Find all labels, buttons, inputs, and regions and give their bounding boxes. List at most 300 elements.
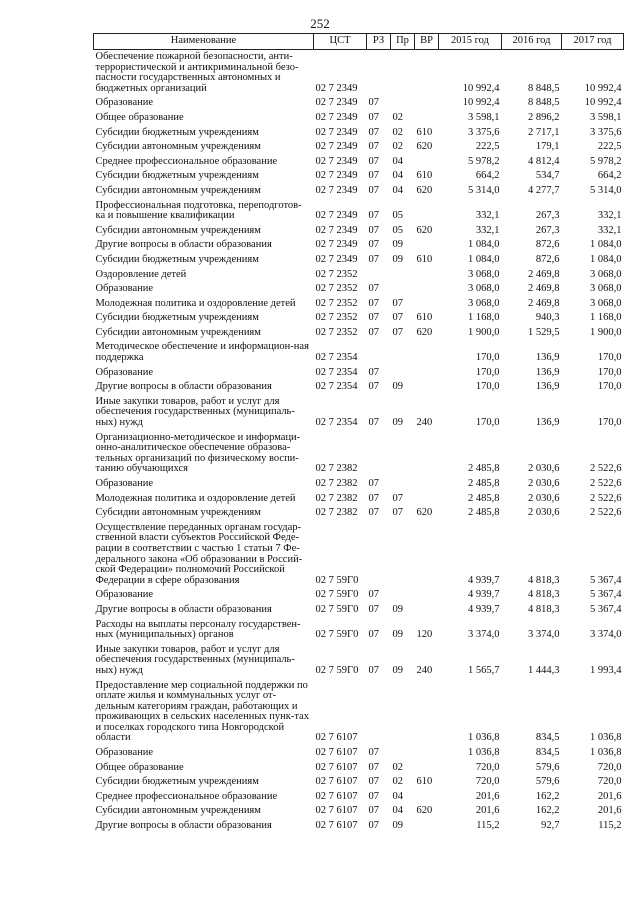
row-vr xyxy=(415,238,439,253)
row-value-2015: 3 375,6 xyxy=(468,126,500,138)
row-pr: 02 xyxy=(392,776,403,788)
row-rz xyxy=(367,50,391,97)
row-value-2017: 5 367,4 xyxy=(590,603,622,615)
row-name: Субсидии бюджетным учреждениям xyxy=(95,126,259,138)
table-row xyxy=(94,380,624,395)
row-value-2016: 4 277,7 xyxy=(528,184,560,196)
row-pr: 09 xyxy=(392,820,403,832)
row-vr: 610 xyxy=(416,776,433,788)
row-value-2016: 267,3 xyxy=(535,210,560,222)
row-value-2017: 115,2 xyxy=(598,820,622,832)
row-cst: 02 7 6107 xyxy=(315,732,358,744)
row-rz: 07 xyxy=(368,297,379,309)
table-row xyxy=(94,140,624,155)
row-vr xyxy=(415,366,439,381)
table-row xyxy=(94,395,624,431)
row-pr: 07 xyxy=(392,297,403,309)
row-pr xyxy=(391,282,415,297)
row-name: Образование xyxy=(95,589,154,601)
row-pr xyxy=(391,96,415,111)
row-value-2016: 4 818,3 xyxy=(528,603,560,615)
row-value-2017: 3 068,0 xyxy=(590,268,622,280)
row-cst: 02 7 2349 xyxy=(315,210,358,222)
row-value-2017: 2 522,6 xyxy=(590,478,622,489)
row-value-2015: 115,2 xyxy=(476,820,500,832)
row-name: Субсидии автономным учреждениям xyxy=(95,141,261,153)
row-name: Субсидии автономным учреждениям xyxy=(95,326,261,338)
row-rz: 07 xyxy=(368,664,379,676)
row-cst: 02 7 2382 xyxy=(315,492,358,504)
header-rz: РЗ xyxy=(367,34,391,50)
row-vr xyxy=(415,521,439,589)
row-vr xyxy=(415,50,439,97)
row-value-2016: 579,6 xyxy=(535,761,560,773)
row-rz: 07 xyxy=(368,820,379,832)
row-rz: 07 xyxy=(368,366,379,378)
row-vr xyxy=(415,155,439,170)
table-row xyxy=(94,746,624,761)
row-value-2017: 720,0 xyxy=(597,761,622,773)
row-name: Другие вопросы в области образования xyxy=(95,820,272,832)
row-value-2017: 720,0 xyxy=(597,776,622,788)
row-value-2015: 3 068,0 xyxy=(468,283,500,295)
row-name: Иные закупки товаров, работ и услуг для обеспечения государственных (муниципаль-ных) нужд xyxy=(95,643,295,676)
row-name: Субсидии бюджетным учреждениям xyxy=(95,253,259,265)
row-rz: 07 xyxy=(368,170,379,182)
row-rz xyxy=(367,268,391,283)
row-value-2016: 579,6 xyxy=(535,776,560,788)
row-pr: 09 xyxy=(392,381,403,393)
table-row xyxy=(94,618,624,643)
row-value-2015: 1 084,0 xyxy=(468,253,500,265)
row-cst: 02 7 2349 xyxy=(315,224,358,236)
row-value-2016: 872,6 xyxy=(535,253,560,265)
row-value-2017: 3 068,0 xyxy=(590,283,622,295)
row-value-2017: 332,1 xyxy=(597,224,622,236)
row-cst: 02 7 2352 xyxy=(315,312,358,324)
row-value-2016: 4 812,4 xyxy=(528,155,560,167)
row-name: Осуществление переданных органам государ-ственной власти субъектов Российской Феде-рации в соответствии с частью 1 статьи 7 Фе-дерального закона «Об образовании в Россий-ской Федерации» полномочий Российской Федерации в сфере образования xyxy=(95,521,303,586)
row-pr: 02 xyxy=(392,141,403,153)
row-vr: 620 xyxy=(416,184,433,196)
row-pr xyxy=(391,268,415,283)
row-name: Организационно-методическое и информаци-онно-аналитическое обеспечение образова-тельных организаций по физическому воспи-танию обучающихся xyxy=(95,431,301,475)
row-value-2016: 162,2 xyxy=(535,790,560,802)
row-rz: 07 xyxy=(368,126,379,138)
row-name: Профессиональная подготовка, переподготов-ка и повышение квалификации xyxy=(95,199,302,222)
row-rz: 07 xyxy=(368,629,379,641)
row-pr: 04 xyxy=(392,170,403,182)
row-value-2015: 3 374,0 xyxy=(468,629,500,641)
row-rz: 07 xyxy=(368,747,379,759)
row-vr xyxy=(415,380,439,395)
table-row xyxy=(94,326,624,341)
row-name: Молодежная политика и оздоровление детей xyxy=(95,492,296,504)
row-value-2015: 4 939,7 xyxy=(468,574,500,586)
row-value-2015: 170,0 xyxy=(475,366,500,378)
row-pr: 05 xyxy=(392,210,403,222)
row-value-2017: 10 992,4 xyxy=(584,82,622,94)
row-value-2015: 3 068,0 xyxy=(468,268,500,280)
row-vr xyxy=(415,282,439,297)
row-value-2017: 332,1 xyxy=(597,210,622,222)
row-cst: 02 7 2354 xyxy=(315,352,358,364)
row-vr xyxy=(415,199,439,224)
row-value-2017: 1 084,0 xyxy=(590,239,622,251)
row-value-2017: 201,6 xyxy=(597,805,622,817)
row-pr xyxy=(391,366,415,381)
row-vr xyxy=(415,790,439,805)
row-pr: 09 xyxy=(392,239,403,251)
row-cst: 02 7 6107 xyxy=(315,805,358,817)
row-value-2017: 201,6 xyxy=(597,790,622,802)
row-vr: 620 xyxy=(416,805,433,817)
row-value-2017: 1 084,0 xyxy=(590,253,622,265)
row-vr: 240 xyxy=(416,417,433,429)
row-pr: 09 xyxy=(392,417,403,429)
row-value-2016: 2 469,8 xyxy=(528,268,560,280)
row-name: Субсидии автономным учреждениям xyxy=(95,184,261,196)
row-value-2016: 4 818,3 xyxy=(528,589,560,601)
row-cst: 02 7 2349 xyxy=(315,111,358,123)
row-vr xyxy=(415,111,439,126)
row-rz: 07 xyxy=(368,239,379,251)
table-row xyxy=(94,603,624,618)
row-value-2017: 1 036,8 xyxy=(590,747,622,759)
row-cst: 02 7 6107 xyxy=(315,790,358,802)
row-vr: 610 xyxy=(416,253,433,265)
row-pr: 07 xyxy=(392,326,403,338)
row-rz: 07 xyxy=(368,589,379,601)
table-row xyxy=(94,253,624,268)
row-cst: 02 7 2349 xyxy=(315,170,358,182)
row-name: Методическое обеспечение и информацион-ная поддержка xyxy=(95,341,309,364)
row-value-2015: 170,0 xyxy=(475,352,500,364)
row-value-2015: 5 314,0 xyxy=(468,184,500,196)
row-rz xyxy=(367,340,391,365)
row-rz: 07 xyxy=(368,603,379,615)
row-vr xyxy=(415,679,439,747)
row-rz: 07 xyxy=(368,184,379,196)
row-value-2015: 5 978,2 xyxy=(468,155,500,167)
table-row xyxy=(94,761,624,776)
row-value-2016: 179,1 xyxy=(535,141,560,153)
row-cst: 02 7 2382 xyxy=(315,463,358,475)
table-row xyxy=(94,643,624,679)
row-value-2016: 2 469,8 xyxy=(528,297,560,309)
row-value-2015: 1 036,8 xyxy=(468,732,500,744)
row-value-2015: 720,0 xyxy=(475,776,500,788)
row-name: Предоставление мер социальной поддержки по оплате жилья и коммунальных услуг от-дельным категориям граждан, работающих и проживающих в сельских населенных пунк-тах и поселках городского типа Новгородской области xyxy=(95,679,309,744)
row-cst: 02 7 59Г0 xyxy=(315,574,359,586)
row-name: Образование xyxy=(95,747,154,759)
row-pr xyxy=(391,431,415,477)
row-value-2017: 5 314,0 xyxy=(590,184,622,196)
row-rz: 07 xyxy=(368,155,379,167)
row-value-2017: 1 993,4 xyxy=(590,664,622,676)
row-rz: 07 xyxy=(368,111,379,123)
row-value-2015: 201,6 xyxy=(475,790,500,802)
row-rz: 07 xyxy=(368,776,379,788)
row-rz: 07 xyxy=(368,253,379,265)
row-rz: 07 xyxy=(368,761,379,773)
row-vr xyxy=(415,492,439,507)
row-value-2016: 872,6 xyxy=(535,239,560,251)
row-pr: 07 xyxy=(392,312,403,324)
row-value-2015: 1 168,0 xyxy=(468,312,500,324)
row-cst: 02 7 59Г0 xyxy=(315,603,359,615)
row-value-2016: 1 444,3 xyxy=(528,664,560,676)
row-cst: 02 7 2352 xyxy=(315,297,358,309)
budget-table xyxy=(93,33,624,834)
row-value-2016: 2 030,6 xyxy=(528,478,560,489)
row-pr: 09 xyxy=(392,253,403,265)
row-pr xyxy=(391,588,415,603)
row-value-2017: 170,0 xyxy=(597,381,622,393)
row-name: Обеспечение пожарной безопасности, анти-террористической и антикриминальной безо-пасности государственных автономных и бюджетных организаций xyxy=(95,51,299,94)
row-cst: 02 7 6107 xyxy=(315,747,358,759)
row-value-2016: 940,3 xyxy=(535,312,560,324)
table-row xyxy=(94,492,624,507)
row-value-2016: 136,9 xyxy=(535,417,560,429)
row-value-2016: 3 374,0 xyxy=(528,629,560,641)
row-value-2015: 2 485,8 xyxy=(468,492,500,504)
row-cst: 02 7 2382 xyxy=(315,478,358,489)
row-pr xyxy=(391,521,415,589)
row-vr xyxy=(415,477,439,492)
table-row xyxy=(94,199,624,224)
row-value-2017: 3 598,1 xyxy=(590,111,622,123)
row-value-2017: 170,0 xyxy=(597,417,622,429)
table-row xyxy=(94,282,624,297)
table-row xyxy=(94,366,624,381)
row-vr xyxy=(415,340,439,365)
row-pr xyxy=(391,477,415,492)
row-pr: 02 xyxy=(392,126,403,138)
row-value-2016: 162,2 xyxy=(535,805,560,817)
row-cst: 02 7 59Г0 xyxy=(315,664,359,676)
header-2015: 2015 год xyxy=(439,34,502,50)
table-row xyxy=(94,224,624,239)
row-cst: 02 7 59Г0 xyxy=(315,629,359,641)
row-name: Среднее профессиональное образование xyxy=(95,790,278,802)
row-name: Другие вопросы в области образования xyxy=(95,603,272,615)
row-value-2016: 834,5 xyxy=(535,732,560,744)
row-value-2016: 2 030,6 xyxy=(528,463,560,475)
row-vr: 620 xyxy=(416,141,433,153)
row-value-2016: 2 717,1 xyxy=(528,126,560,138)
row-value-2017: 5 978,2 xyxy=(590,155,622,167)
row-vr xyxy=(415,268,439,283)
row-cst: 02 7 2382 xyxy=(315,507,358,519)
table-row xyxy=(94,184,624,199)
table-header-row xyxy=(94,34,624,50)
header-2016: 2016 год xyxy=(502,34,562,50)
header-cst: ЦСТ xyxy=(314,34,367,50)
row-pr: 04 xyxy=(392,155,403,167)
row-rz: 07 xyxy=(368,805,379,817)
row-name: Образование xyxy=(95,366,154,378)
row-cst: 02 7 2349 xyxy=(315,184,358,196)
row-value-2015: 2 485,8 xyxy=(468,507,500,519)
row-value-2015: 4 939,7 xyxy=(468,603,500,615)
row-pr: 09 xyxy=(392,603,403,615)
row-value-2016: 2 030,6 xyxy=(528,492,560,504)
row-name: Молодежная политика и оздоровление детей xyxy=(95,297,296,309)
row-value-2016: 2 469,8 xyxy=(528,283,560,295)
table-row xyxy=(94,238,624,253)
table-row xyxy=(94,96,624,111)
row-vr: 620 xyxy=(416,507,433,519)
row-name: Другие вопросы в области образования xyxy=(95,381,272,393)
row-value-2016: 834,5 xyxy=(535,747,560,759)
header-name: Наименование xyxy=(94,34,314,50)
row-pr: 04 xyxy=(392,184,403,196)
row-value-2016: 534,7 xyxy=(535,170,560,182)
table-row xyxy=(94,431,624,477)
row-name: Образование xyxy=(95,97,154,109)
row-rz: 07 xyxy=(368,381,379,393)
row-vr: 620 xyxy=(416,224,433,236)
row-pr xyxy=(391,679,415,747)
row-value-2017: 1 036,8 xyxy=(590,732,622,744)
row-value-2015: 170,0 xyxy=(475,381,500,393)
row-rz: 07 xyxy=(368,507,379,519)
table-row xyxy=(94,775,624,790)
table-row xyxy=(94,790,624,805)
row-value-2017: 3 068,0 xyxy=(590,297,622,309)
row-rz: 07 xyxy=(368,141,379,153)
row-value-2017: 2 522,6 xyxy=(590,492,622,504)
header-vr: ВР xyxy=(415,34,439,50)
row-vr: 620 xyxy=(416,326,433,338)
row-value-2015: 3 598,1 xyxy=(468,111,500,123)
table-row xyxy=(94,155,624,170)
row-cst: 02 7 2349 xyxy=(315,155,358,167)
table-row xyxy=(94,477,624,492)
table-row xyxy=(94,169,624,184)
row-value-2015: 720,0 xyxy=(475,761,500,773)
row-value-2017: 1 168,0 xyxy=(590,312,622,324)
row-value-2017: 5 367,4 xyxy=(590,574,622,586)
row-pr xyxy=(391,50,415,97)
table-row xyxy=(94,588,624,603)
row-name: Образование xyxy=(95,478,154,489)
row-name: Субсидии бюджетным учреждениям xyxy=(95,170,259,182)
row-name: Образование xyxy=(95,283,154,295)
row-name: Среднее профессиональное образование xyxy=(95,155,278,167)
row-value-2017: 1 900,0 xyxy=(590,326,622,338)
row-rz: 07 xyxy=(368,417,379,429)
row-value-2017: 3 375,6 xyxy=(590,126,622,138)
row-value-2015: 1 084,0 xyxy=(468,239,500,251)
row-cst: 02 7 6107 xyxy=(315,761,358,773)
row-name: Субсидии автономным учреждениям xyxy=(95,507,261,519)
row-rz: 07 xyxy=(368,97,379,109)
row-pr: 02 xyxy=(392,111,403,123)
row-cst: 02 7 2354 xyxy=(315,381,358,393)
row-value-2016: 136,9 xyxy=(535,381,560,393)
row-cst: 02 7 2349 xyxy=(315,253,358,265)
table-row xyxy=(94,819,624,834)
row-value-2016: 2 030,6 xyxy=(528,507,560,519)
row-value-2016: 136,9 xyxy=(535,352,560,364)
row-pr: 07 xyxy=(392,492,403,504)
row-value-2015: 1 036,8 xyxy=(468,747,500,759)
row-pr: 04 xyxy=(392,790,403,802)
row-vr xyxy=(415,603,439,618)
row-name: Субсидии автономным учреждениям xyxy=(95,805,261,817)
row-cst: 02 7 2349 xyxy=(315,82,358,94)
row-cst: 02 7 2354 xyxy=(315,366,358,378)
row-cst: 02 7 2354 xyxy=(315,417,358,429)
row-value-2015: 2 485,8 xyxy=(468,463,500,475)
row-rz: 07 xyxy=(368,312,379,324)
row-cst: 02 7 6107 xyxy=(315,776,358,788)
row-value-2016: 92,7 xyxy=(541,820,560,832)
row-rz: 07 xyxy=(368,492,379,504)
row-pr: 09 xyxy=(392,629,403,641)
header-2017: 2017 год xyxy=(562,34,624,50)
table-row xyxy=(94,506,624,521)
row-cst: 02 7 2349 xyxy=(315,126,358,138)
row-value-2016: 8 848,5 xyxy=(528,97,560,109)
row-value-2015: 201,6 xyxy=(475,805,500,817)
table-row xyxy=(94,297,624,312)
row-vr: 610 xyxy=(416,126,433,138)
row-vr xyxy=(415,297,439,312)
row-value-2015: 4 939,7 xyxy=(468,589,500,601)
row-cst: 02 7 2352 xyxy=(315,283,358,295)
row-pr: 09 xyxy=(392,664,403,676)
row-value-2015: 3 068,0 xyxy=(468,297,500,309)
row-name: Общее образование xyxy=(95,761,184,773)
row-rz: 07 xyxy=(368,790,379,802)
row-cst: 02 7 2349 xyxy=(315,239,358,251)
table-row xyxy=(94,50,624,97)
row-rz: 07 xyxy=(368,210,379,222)
row-value-2015: 332,1 xyxy=(475,210,500,222)
table-row xyxy=(94,268,624,283)
row-vr: 610 xyxy=(416,170,433,182)
row-rz: 07 xyxy=(368,326,379,338)
row-name: Оздоровление детей xyxy=(95,268,187,280)
row-name: Другие вопросы в области образования xyxy=(95,239,272,251)
row-value-2016: 8 848,5 xyxy=(528,82,560,94)
row-value-2015: 1 565,7 xyxy=(468,664,500,676)
row-value-2016: 136,9 xyxy=(535,366,560,378)
header-pr: Пр xyxy=(391,34,415,50)
row-name: Общее образование xyxy=(95,111,184,123)
page-number: 252 xyxy=(310,16,330,31)
table-row xyxy=(94,679,624,747)
row-value-2017: 3 374,0 xyxy=(590,629,622,641)
row-rz xyxy=(367,521,391,589)
row-pr xyxy=(391,746,415,761)
row-vr xyxy=(415,761,439,776)
row-vr xyxy=(415,431,439,477)
row-value-2017: 10 992,4 xyxy=(584,97,622,109)
row-cst: 02 7 59Г0 xyxy=(315,589,359,601)
row-name: Субсидии бюджетным учреждениям xyxy=(95,312,259,324)
row-value-2016: 4 818,3 xyxy=(528,574,560,586)
row-name: Субсидии автономным учреждениям xyxy=(95,224,261,236)
row-value-2015: 10 992,4 xyxy=(462,82,500,94)
row-vr xyxy=(415,819,439,834)
table-row xyxy=(94,311,624,326)
table-row xyxy=(94,521,624,589)
row-vr: 240 xyxy=(416,664,433,676)
